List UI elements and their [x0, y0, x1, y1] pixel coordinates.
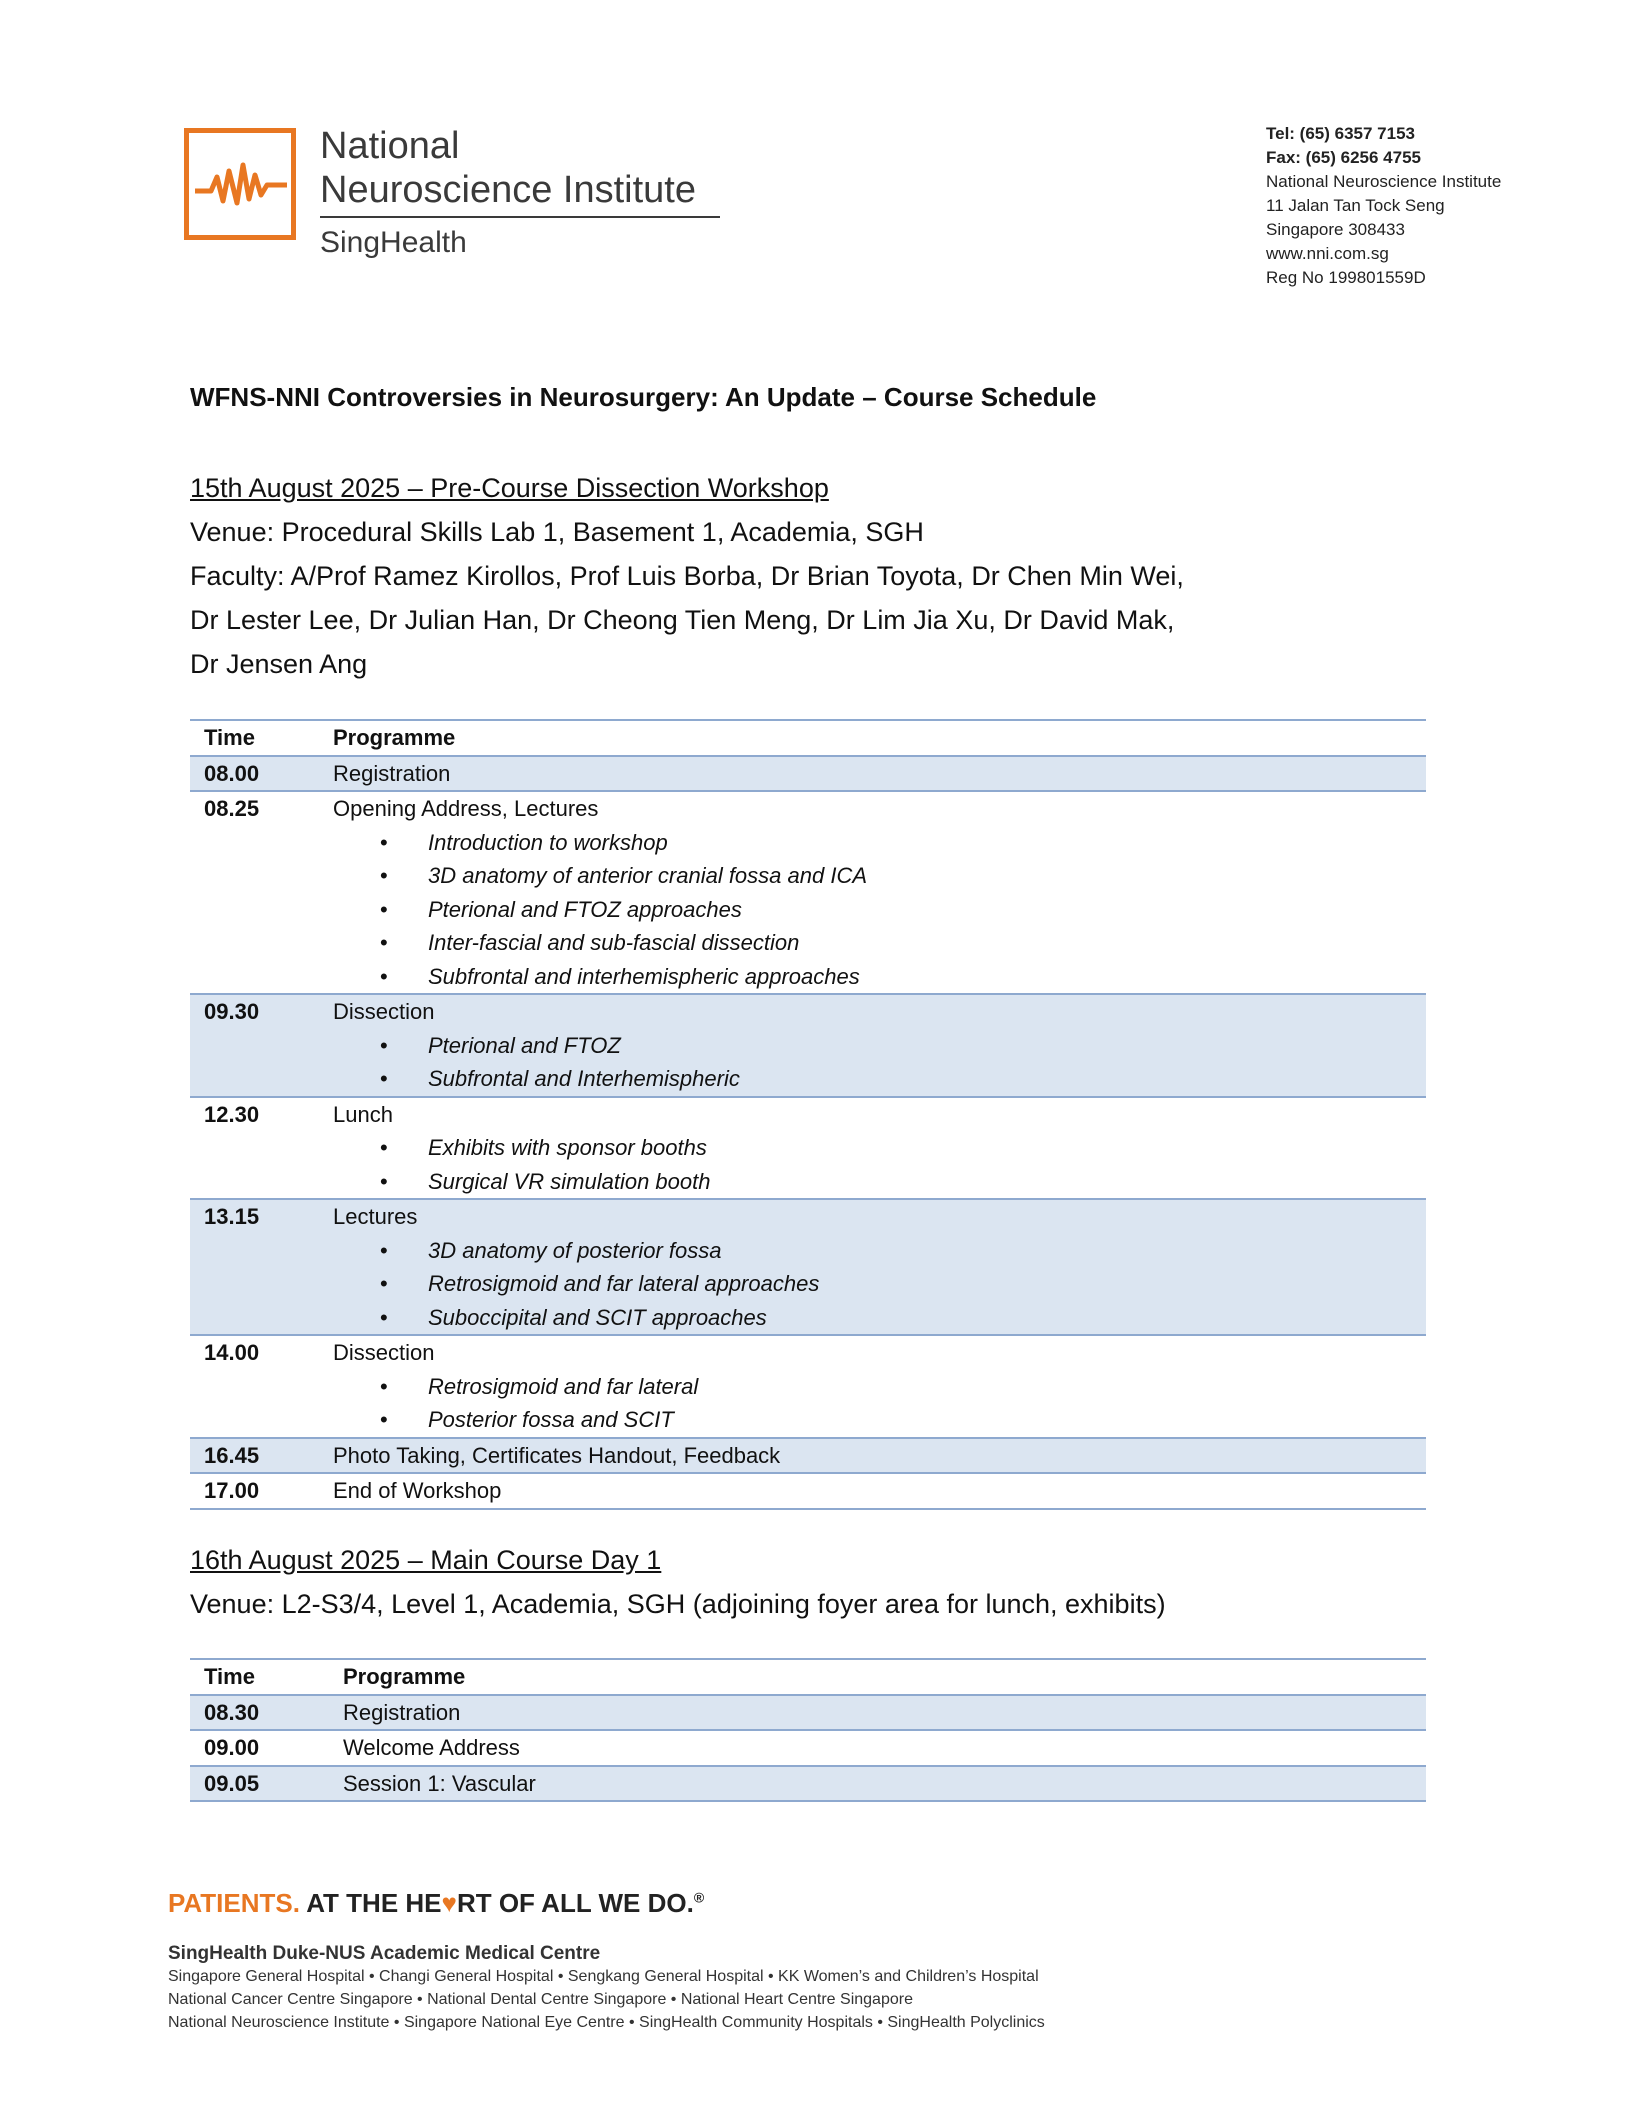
footer-line-1: Singapore General Hospital • Changi General Hospital • Sengkang General Hospital • KK Women’s and Children’s Hospital [168, 1968, 1039, 1985]
list-item: • Suboccipital and SCIT approaches [333, 1301, 1426, 1335]
day2-heading: 16th August 2025 – Main Course Day 1 [190, 1545, 662, 1575]
row-programme: Photo Taking, Certificates Handout, Feedback [333, 1442, 781, 1468]
row-programme-cell [333, 1199, 1426, 1335]
row-programme-cell [343, 1695, 1426, 1731]
table-row [190, 1730, 1426, 1766]
nni-logo-mark-icon [184, 128, 296, 240]
contact-tel: Tel: (65) 6357 7153 [1266, 124, 1415, 143]
footer [168, 1888, 1268, 2034]
footer-tagline [168, 1888, 1268, 1919]
footer-title: SingHealth Duke-NUS Academic Medical Centre [168, 1943, 601, 1964]
row-time: 09.30 [204, 999, 260, 1024]
row-programme-cell [333, 1438, 1426, 1474]
list-item: • Subfrontal and Interhemispheric [333, 1062, 1426, 1096]
col-header-time: Time [204, 1664, 255, 1689]
list-item: • Introduction to workshop [333, 826, 1426, 860]
day2-info [190, 1538, 1166, 1626]
table-row [190, 1335, 1426, 1438]
table-row [190, 1766, 1426, 1802]
row-programme: Registration [333, 760, 451, 786]
list-item: • 3D anatomy of posterior fossa [333, 1234, 1426, 1268]
table-row [190, 994, 1426, 1097]
list-item: • Surgical VR simulation booth [333, 1165, 1426, 1199]
list-item: • Subfrontal and interhemispheric approaches [333, 960, 1426, 994]
list-item: • Posterior fossa and SCIT [333, 1403, 1426, 1437]
table-row [190, 756, 1426, 792]
programme-item-list [333, 1131, 1426, 1198]
row-time: 08.30 [204, 1699, 260, 1725]
list-item: • Retrosigmoid and far lateral approaches [333, 1267, 1426, 1301]
table-header-row [190, 720, 1426, 756]
table-row [190, 1199, 1426, 1335]
day1-venue: Venue: Procedural Skills Lab 1, Basement 1, Academia, SGH [190, 517, 924, 547]
day1-info [190, 466, 1184, 686]
contact-address-2: Singapore 308433 [1266, 220, 1405, 239]
list-item: • Pterional and FTOZ [333, 1029, 1426, 1063]
programme-item-list [333, 1029, 1426, 1096]
tagline-post: RT OF ALL WE DO. [456, 1888, 694, 1918]
tagline-pre: AT THE HE [306, 1888, 442, 1918]
row-time: 08.25 [204, 796, 260, 821]
contact-fax: Fax: (65) 6256 4755 [1266, 148, 1421, 167]
row-programme: Opening Address, Lectures [333, 796, 599, 821]
document-title: WFNS-NNI Controversies in Neurosurgery: An Update – Course Schedule [190, 382, 1097, 412]
row-time: 08.00 [204, 760, 260, 786]
row-time: 17.00 [204, 1478, 260, 1503]
row-programme-cell [333, 994, 1426, 1097]
row-programme: Lunch [333, 1101, 393, 1127]
day1-faculty-line-1: Faculty: A/Prof Ramez Kirollos, Prof Luis Borba, Dr Brian Toyota, Dr Chen Min Wei, [190, 561, 1184, 591]
contact-reg-no: Reg No 199801559D [1266, 268, 1426, 287]
list-item: • Retrosigmoid and far lateral [333, 1370, 1426, 1404]
row-programme-cell [333, 791, 1426, 994]
row-programme: Registration [343, 1699, 461, 1725]
contact-address-1: 11 Jalan Tan Tock Seng [1266, 196, 1445, 215]
logo-line-institute: Neuroscience Institute [320, 169, 696, 211]
logo-divider [320, 216, 720, 218]
row-time: 12.30 [204, 1101, 260, 1127]
programme-item-list [333, 1370, 1426, 1437]
row-programme: End of Workshop [333, 1478, 502, 1503]
footer-line-2: National Cancer Centre Singapore • National Dental Centre Singapore • National Heart Centre Singapore [168, 1991, 913, 2008]
heart-icon: ♥ [441, 1888, 457, 1918]
logo-line-singhealth: SingHealth [320, 226, 467, 259]
row-time: 09.05 [204, 1770, 260, 1796]
list-item: • 3D anatomy of anterior cranial fossa and ICA [333, 859, 1426, 893]
col-header-programme: Programme [343, 1664, 466, 1689]
row-programme: Welcome Address [343, 1735, 520, 1760]
list-item: • Pterional and FTOZ approaches [333, 893, 1426, 927]
row-time: 16.45 [204, 1442, 260, 1468]
row-programme: Dissection [333, 1340, 435, 1365]
row-programme-cell [343, 1730, 1426, 1766]
row-programme-cell [333, 1473, 1426, 1509]
day2-venue: Venue: L2-S3/4, Level 1, Academia, SGH (adjoining foyer area for lunch, exhibits) [190, 1589, 1166, 1619]
row-time: 09.00 [204, 1735, 260, 1760]
row-programme: Lectures [333, 1204, 418, 1229]
contact-org: National Neuroscience Institute [1266, 172, 1502, 191]
table-row [190, 791, 1426, 994]
row-programme: Session 1: Vascular [343, 1770, 536, 1796]
day1-schedule-table [190, 719, 1426, 1510]
row-programme-cell [343, 1766, 1426, 1802]
logo-line-national: National [320, 125, 460, 167]
contact-website: www.nni.com.sg [1266, 244, 1389, 263]
col-header-programme: Programme [333, 725, 456, 750]
table-header-row [190, 1659, 1426, 1695]
col-header-time: Time [204, 725, 255, 750]
nni-logo [184, 124, 724, 264]
table-row [190, 1438, 1426, 1474]
row-programme-cell [333, 1335, 1426, 1438]
programme-item-list [333, 1234, 1426, 1335]
tagline-patients: PATIENTS. [168, 1888, 300, 1918]
footer-line-3: National Neuroscience Institute • Singapore National Eye Centre • SingHealth Community Hospitals • SingHealth Polyclinics [168, 2014, 1045, 2031]
list-item: • Inter-fascial and sub-fascial dissection [333, 926, 1426, 960]
programme-item-list [333, 826, 1426, 994]
day1-heading: 15th August 2025 – Pre-Course Dissection Workshop [190, 473, 829, 503]
contact-block [1266, 122, 1501, 290]
day1-faculty-line-3: Dr Jensen Ang [190, 649, 368, 679]
table-row [190, 1473, 1426, 1509]
day1-faculty-line-2: Dr Lester Lee, Dr Julian Han, Dr Cheong Tien Meng, Dr Lim Jia Xu, Dr David Mak, [190, 605, 1175, 635]
row-programme-cell [333, 1097, 1426, 1200]
registered-mark: ® [693, 1889, 705, 1906]
table-row [190, 1097, 1426, 1200]
row-time: 14.00 [204, 1340, 260, 1365]
row-programme: Dissection [333, 999, 435, 1024]
row-time: 13.15 [204, 1204, 260, 1229]
row-programme-cell [333, 756, 1426, 792]
list-item: • Exhibits with sponsor booths [333, 1131, 1426, 1165]
table-row [190, 1695, 1426, 1731]
day2-schedule-table [190, 1658, 1426, 1802]
